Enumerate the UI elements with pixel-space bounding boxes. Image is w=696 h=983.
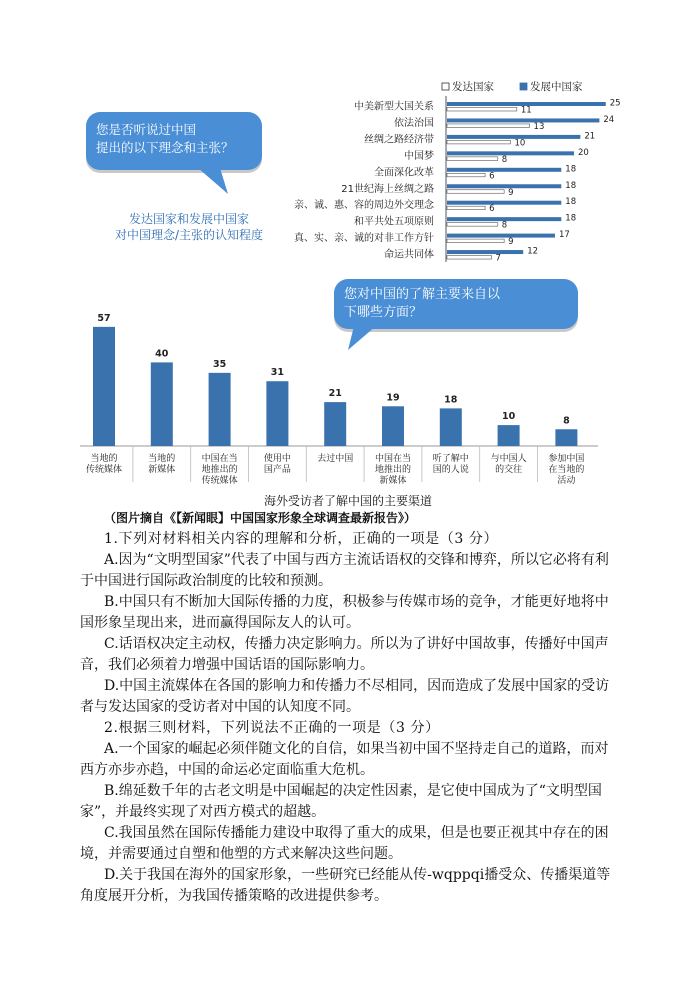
chart2-bar xyxy=(266,381,288,446)
chart1-value-developing: 18 xyxy=(565,197,577,208)
chart2-bar xyxy=(555,429,577,446)
legend-label-developing: 发展中国家 xyxy=(530,81,583,93)
bubble2-line2: 下哪些方面？ xyxy=(344,305,423,320)
chart1-category-label: 真、实、亲、诚的对非工作方针 xyxy=(294,233,434,245)
question-text-block xyxy=(80,508,620,907)
chart1-category-label: 依法治国 xyxy=(394,117,434,129)
chart1-value-developing: 20 xyxy=(578,147,589,158)
chart2-bar xyxy=(151,362,173,446)
question-1-option-b: B.中国只有不断加大国际传播的力度，积极参与传媒市场的竞争，才能更好地将中国形象呈现出来，进而赢得国际友人的认可。 xyxy=(80,594,609,631)
chart1-category-label: 全面深化改革 xyxy=(374,167,434,179)
question-2-option-b: B.绵延数千年的古老文明是中国崛起的决定性因素，是它使中国成为了“文明型国家”，并最终实现了对西方模式的超越。 xyxy=(80,783,602,820)
chart2-category-label: 当地的传统媒体 xyxy=(85,454,123,475)
image-source-note: （图片摘自《【新闻眼】中国国家形象全球调查最新报告》） xyxy=(104,511,417,525)
chart2-bar xyxy=(382,406,404,446)
legend-label-developed: 发达国家 xyxy=(452,81,494,93)
chart2-value-label: 19 xyxy=(386,392,400,404)
question-1-option-d: D.中国主流媒体在各国的影响力和传播力不尽相同，因而造成了发展中国家的受访者与发达国家的受访者对中国的认知度不同。 xyxy=(80,678,610,715)
chart1-value-developing: 21 xyxy=(584,131,596,142)
chart1-value-developed: 11 xyxy=(520,105,532,116)
chart1-value-developing: 24 xyxy=(603,114,615,125)
chart1-value-developing: 18 xyxy=(565,213,577,224)
chart2-bar xyxy=(498,425,520,446)
chart1-value-developed: 8 xyxy=(501,220,508,231)
chart2-bar xyxy=(93,327,115,446)
chart2-bar xyxy=(324,402,346,446)
chart1-value-developed: 10 xyxy=(514,138,526,149)
chart1-category-label: 命运共同体 xyxy=(384,249,434,261)
question-1-option-c: C.话语权决定主动权，传播力决定影响力。所以为了讲好中国故事，传播好中国声音，我们必须着力增强中国话语的国际影响力。 xyxy=(80,636,609,673)
question-2-option-c: C.我国虽然在国际传播能力建设中取得了重大的成果，但是也要正视其中存在的困境，并需要通过自塑和他塑的方式来解决这些问题。 xyxy=(80,825,609,862)
question-1-option-a: A.因为“文明型国家”代表了中国与西方主流话语权的交锋和博弈，所以它必将有利于中国进行国际政治制度的比较和预测。 xyxy=(80,552,609,589)
bubble2-line1: 您对中国的了解主要来自以 xyxy=(344,287,501,302)
chart1-category-label: 亲、诚、惠、容的周边外交理念 xyxy=(294,200,434,212)
bubble1-line1: 您是否听说过中国 xyxy=(96,122,197,137)
chart2-category-label: 当地的新媒体 xyxy=(148,454,176,475)
chart2-value-label: 31 xyxy=(270,367,285,379)
chart2-category-label: 使用中国产品 xyxy=(263,454,291,475)
chart1-category-label: 和平共处五项原则 xyxy=(354,216,434,228)
chart2-category-label: 参加中国在当地的活动 xyxy=(548,454,585,486)
chart1-value-developed: 6 xyxy=(489,204,495,215)
chart2-category-label: 与中国人的交往 xyxy=(490,454,527,475)
chart2-category-label: 中国在当地推出的新媒体 xyxy=(374,454,412,486)
chart1-category-label: 21世纪海上丝绸之路 xyxy=(341,183,434,195)
chart1-value-developing: 12 xyxy=(527,246,539,257)
channels-bar-chart xyxy=(0,0,696,490)
chart2-value-label: 8 xyxy=(563,415,570,427)
chart1-value-developing: 18 xyxy=(565,164,577,175)
bubble1-line2: 提出的以下理念和主张？ xyxy=(96,140,234,155)
question-2-option-a: A.一个国家的崛起必须伴随文化的自信，如果当初中国不坚持走自己的道路，而对西方亦步亦趋，中国的命运必定面临重大危机。 xyxy=(80,741,609,778)
chart2-category-label: 去过中国 xyxy=(317,454,354,464)
chart1-category-label: 中国梦 xyxy=(404,150,434,162)
chart1-category-label: 丝绸之路经济带 xyxy=(364,134,434,146)
chart1-value-developed: 8 xyxy=(501,154,508,165)
chart2-value-label: 10 xyxy=(501,411,516,423)
chart1-value-developing: 18 xyxy=(565,180,577,191)
chart1-value-developed: 9 xyxy=(508,237,514,248)
chart1-value-developed: 7 xyxy=(495,253,501,264)
chart2-category-label: 中国在当地推出的传统媒体 xyxy=(201,454,238,486)
chart1-value-developed: 6 xyxy=(489,171,495,182)
chart2-bar xyxy=(209,373,231,446)
chart2-value-label: 57 xyxy=(97,312,111,324)
chart2-value-label: 21 xyxy=(328,388,342,400)
question-2-stem: 2.根据三则材料，下列说法不正确的一项是（3 分） xyxy=(104,720,440,736)
question-1-stem: 1.下列对材料相关内容的理解和分析，正确的一项是（3 分） xyxy=(104,531,499,547)
chart1-category-label: 中美新型大国关系 xyxy=(354,101,434,113)
chart2-value-label: 35 xyxy=(212,358,227,370)
chart1-value-developing: 17 xyxy=(558,230,570,241)
question-2-option-d: D.关于我国在海外的国家形象，一些研究已经能从传-wqppqi播受众、传播渠道等角度展开分析，为我国传播策略的改进提供参考。 xyxy=(80,867,611,904)
chart1-value-developed: 9 xyxy=(508,187,514,198)
chart2-value-label: 40 xyxy=(155,348,169,360)
chart1-caption-line1: 发达国家和发展中国家 xyxy=(128,212,249,226)
chart1-value-developing: 25 xyxy=(609,98,621,109)
chart2-value-label: 18 xyxy=(444,394,458,406)
chart1-caption-line2: 对中国理念/主张的认知程度 xyxy=(114,228,264,242)
chart1-value-developed: 13 xyxy=(533,121,545,132)
chart2-caption: 海外受访者了解中国的主要渠道 xyxy=(263,494,432,508)
chart2-bar xyxy=(440,408,462,446)
chart2-category-label: 听了解中国的人说 xyxy=(432,454,469,475)
